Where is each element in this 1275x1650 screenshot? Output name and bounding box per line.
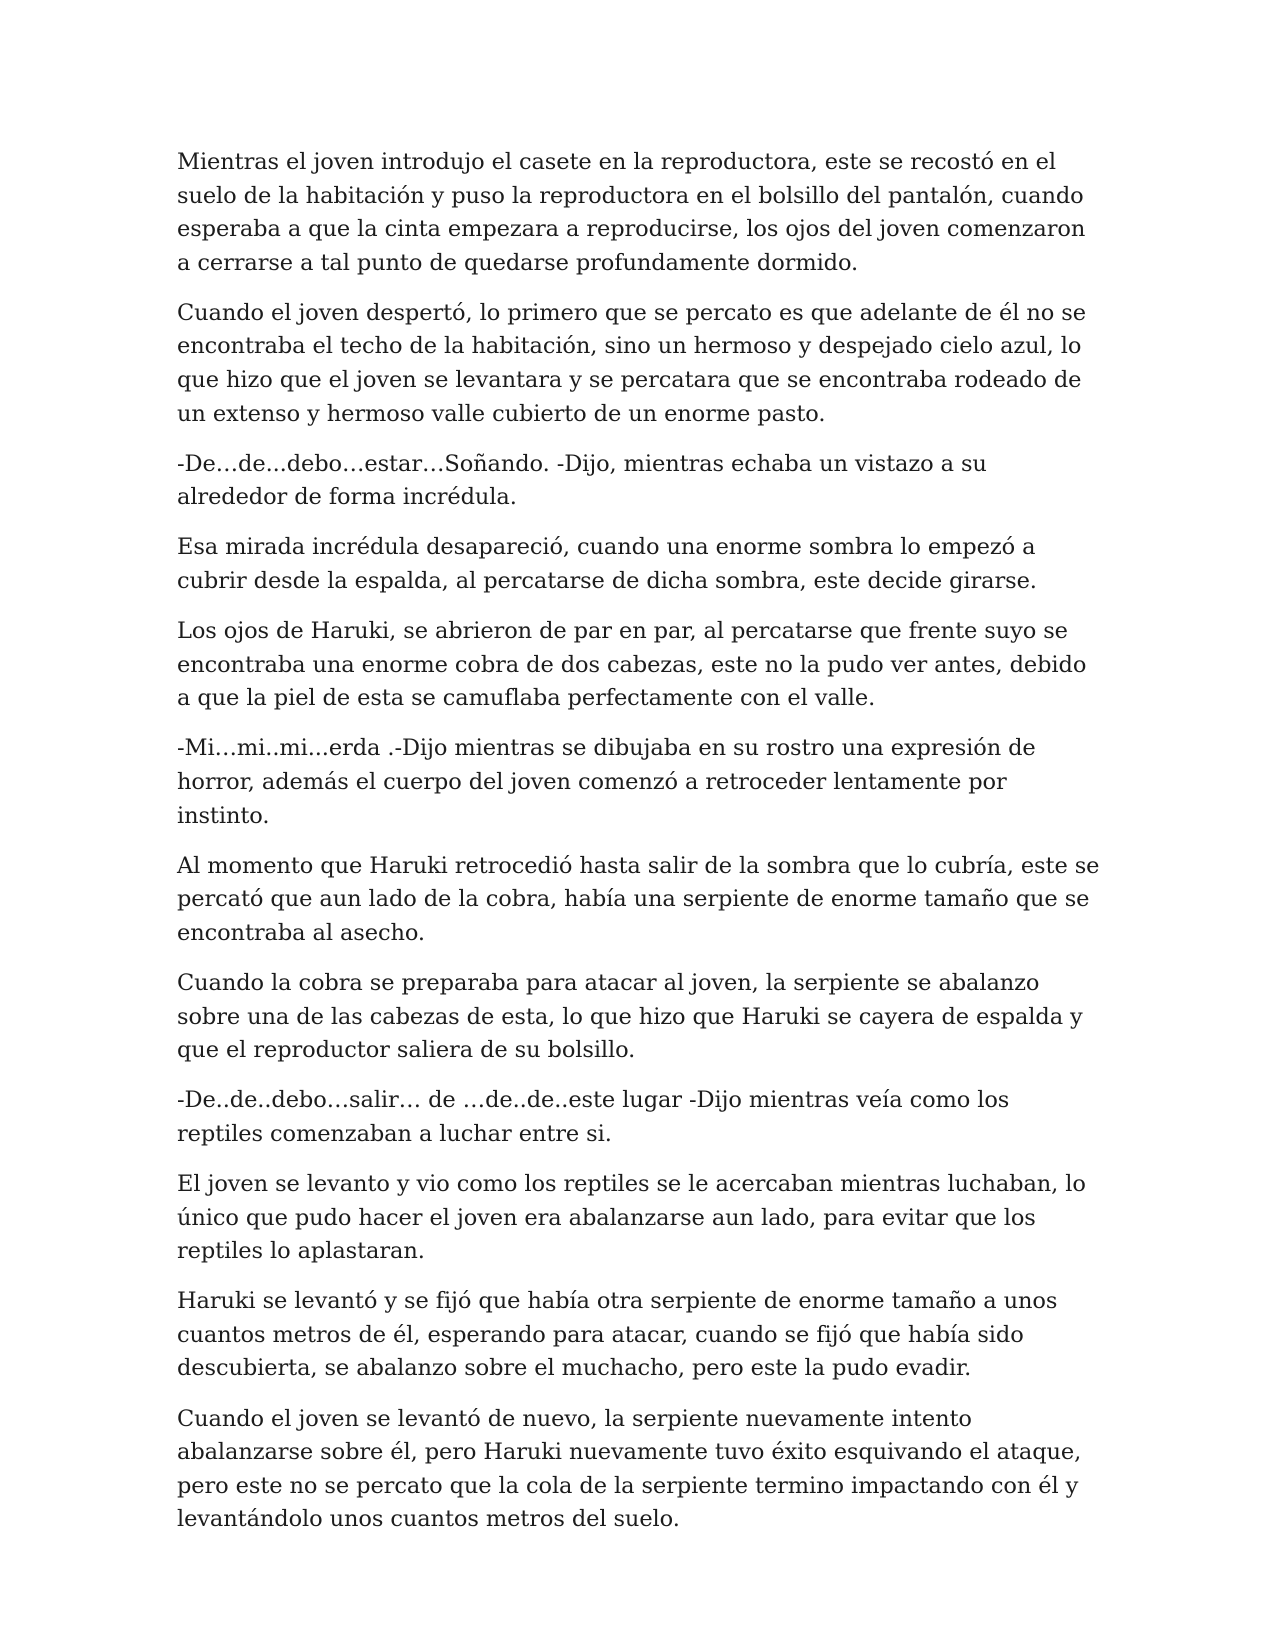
paragraph: Cuando la cobra se preparaba para atacar al joven, la serpiente se abalanzo sobre una de las cabezas de esta, lo que hizo que Haruki se cayera de espalda y que el reproductor saliera de su bolsillo. (177, 969, 1083, 1064)
paragraph: Al momento que Haruki retrocedió hasta salir de la sombra que lo cubría, este se percató que aun lado de la cobra, había una serpiente de enorme tamaño que se encontraba al asecho. (177, 852, 1100, 946)
paragraph: Los ojos de Haruki, se abrieron de par en par, al percatarse que frente suyo se encontraba una enorme cobra de dos cabezas, este no la pudo ver antes, debido a que la piel de esta se camuflaba perfectamente con el valle. (177, 618, 1087, 712)
paragraph: El joven se levanto y vio como los reptiles se le acercaban mientras luchaban, lo único que pudo hacer el joven era abalanzarse aun lado, para evitar que los reptiles lo aplastaran. (177, 1170, 1086, 1265)
paragraph: Mientras el joven introdujo el casete en la reproductora, este se recostó en el suelo de la habitación y puso la reproductora en el bolsillo del pantalón, cuando esperaba a que la cinta empezara a reproducirse, los ojos del joven comenzaron a cerrarse a tal punto de quedarse profundamente dormido. (177, 149, 1086, 276)
paragraph: Esa mirada incrédula desapareció, cuando una enorme sombra lo empezó a cubrir desde la espalda, al percatarse de dicha sombra, este decide girarse. (177, 534, 1037, 595)
paragraph: Cuando el joven se levantó de nuevo, la serpiente nuevamente intento abalanzarse sobre él, pero Haruki nuevamente tuvo éxito esquivando el ataque, pero este no se percato que la cola de la serpiente termino impactando con él y levantándolo unos cuantos metros del suelo. (177, 1405, 1082, 1533)
paragraph: Cuando el joven despertó, lo primero que se percato es que adelante de él no se encontraba el techo de la habitación, sino un hermoso y despejado cielo azul, lo que hizo que el joven se levantara y se percatara que se encontraba rodeado de un extenso y hermoso valle cubierto de un enorme pasto. (177, 299, 1086, 427)
paragraph: -De..de..debo…salir… de …de..de..este lugar -Dijo mientras veía como los reptiles comenzaban a luchar entre si. (177, 1087, 1010, 1147)
paragraph: -Mi…mi..mi...erda .-Dijo mientras se dibujaba en su rostro una expresión de horror, además el cuerpo del joven comenzó a retroceder lentamente por instinto. (177, 735, 1036, 829)
paragraph: -De…de...debo…estar…Soñando. -Dijo, mientras echaba un vistazo a su alrededor de forma incrédula. (177, 450, 987, 511)
document-body (177, 146, 1102, 1553)
paragraph: Haruki se levantó y se fijó que había otra serpiente de enorme tamaño a unos cuantos metros de él, esperando para atacar, cuando se fijó que había sido descubierta, se abalanzo sobre el muchacho, pero este la pudo evadir. (177, 1288, 1058, 1382)
